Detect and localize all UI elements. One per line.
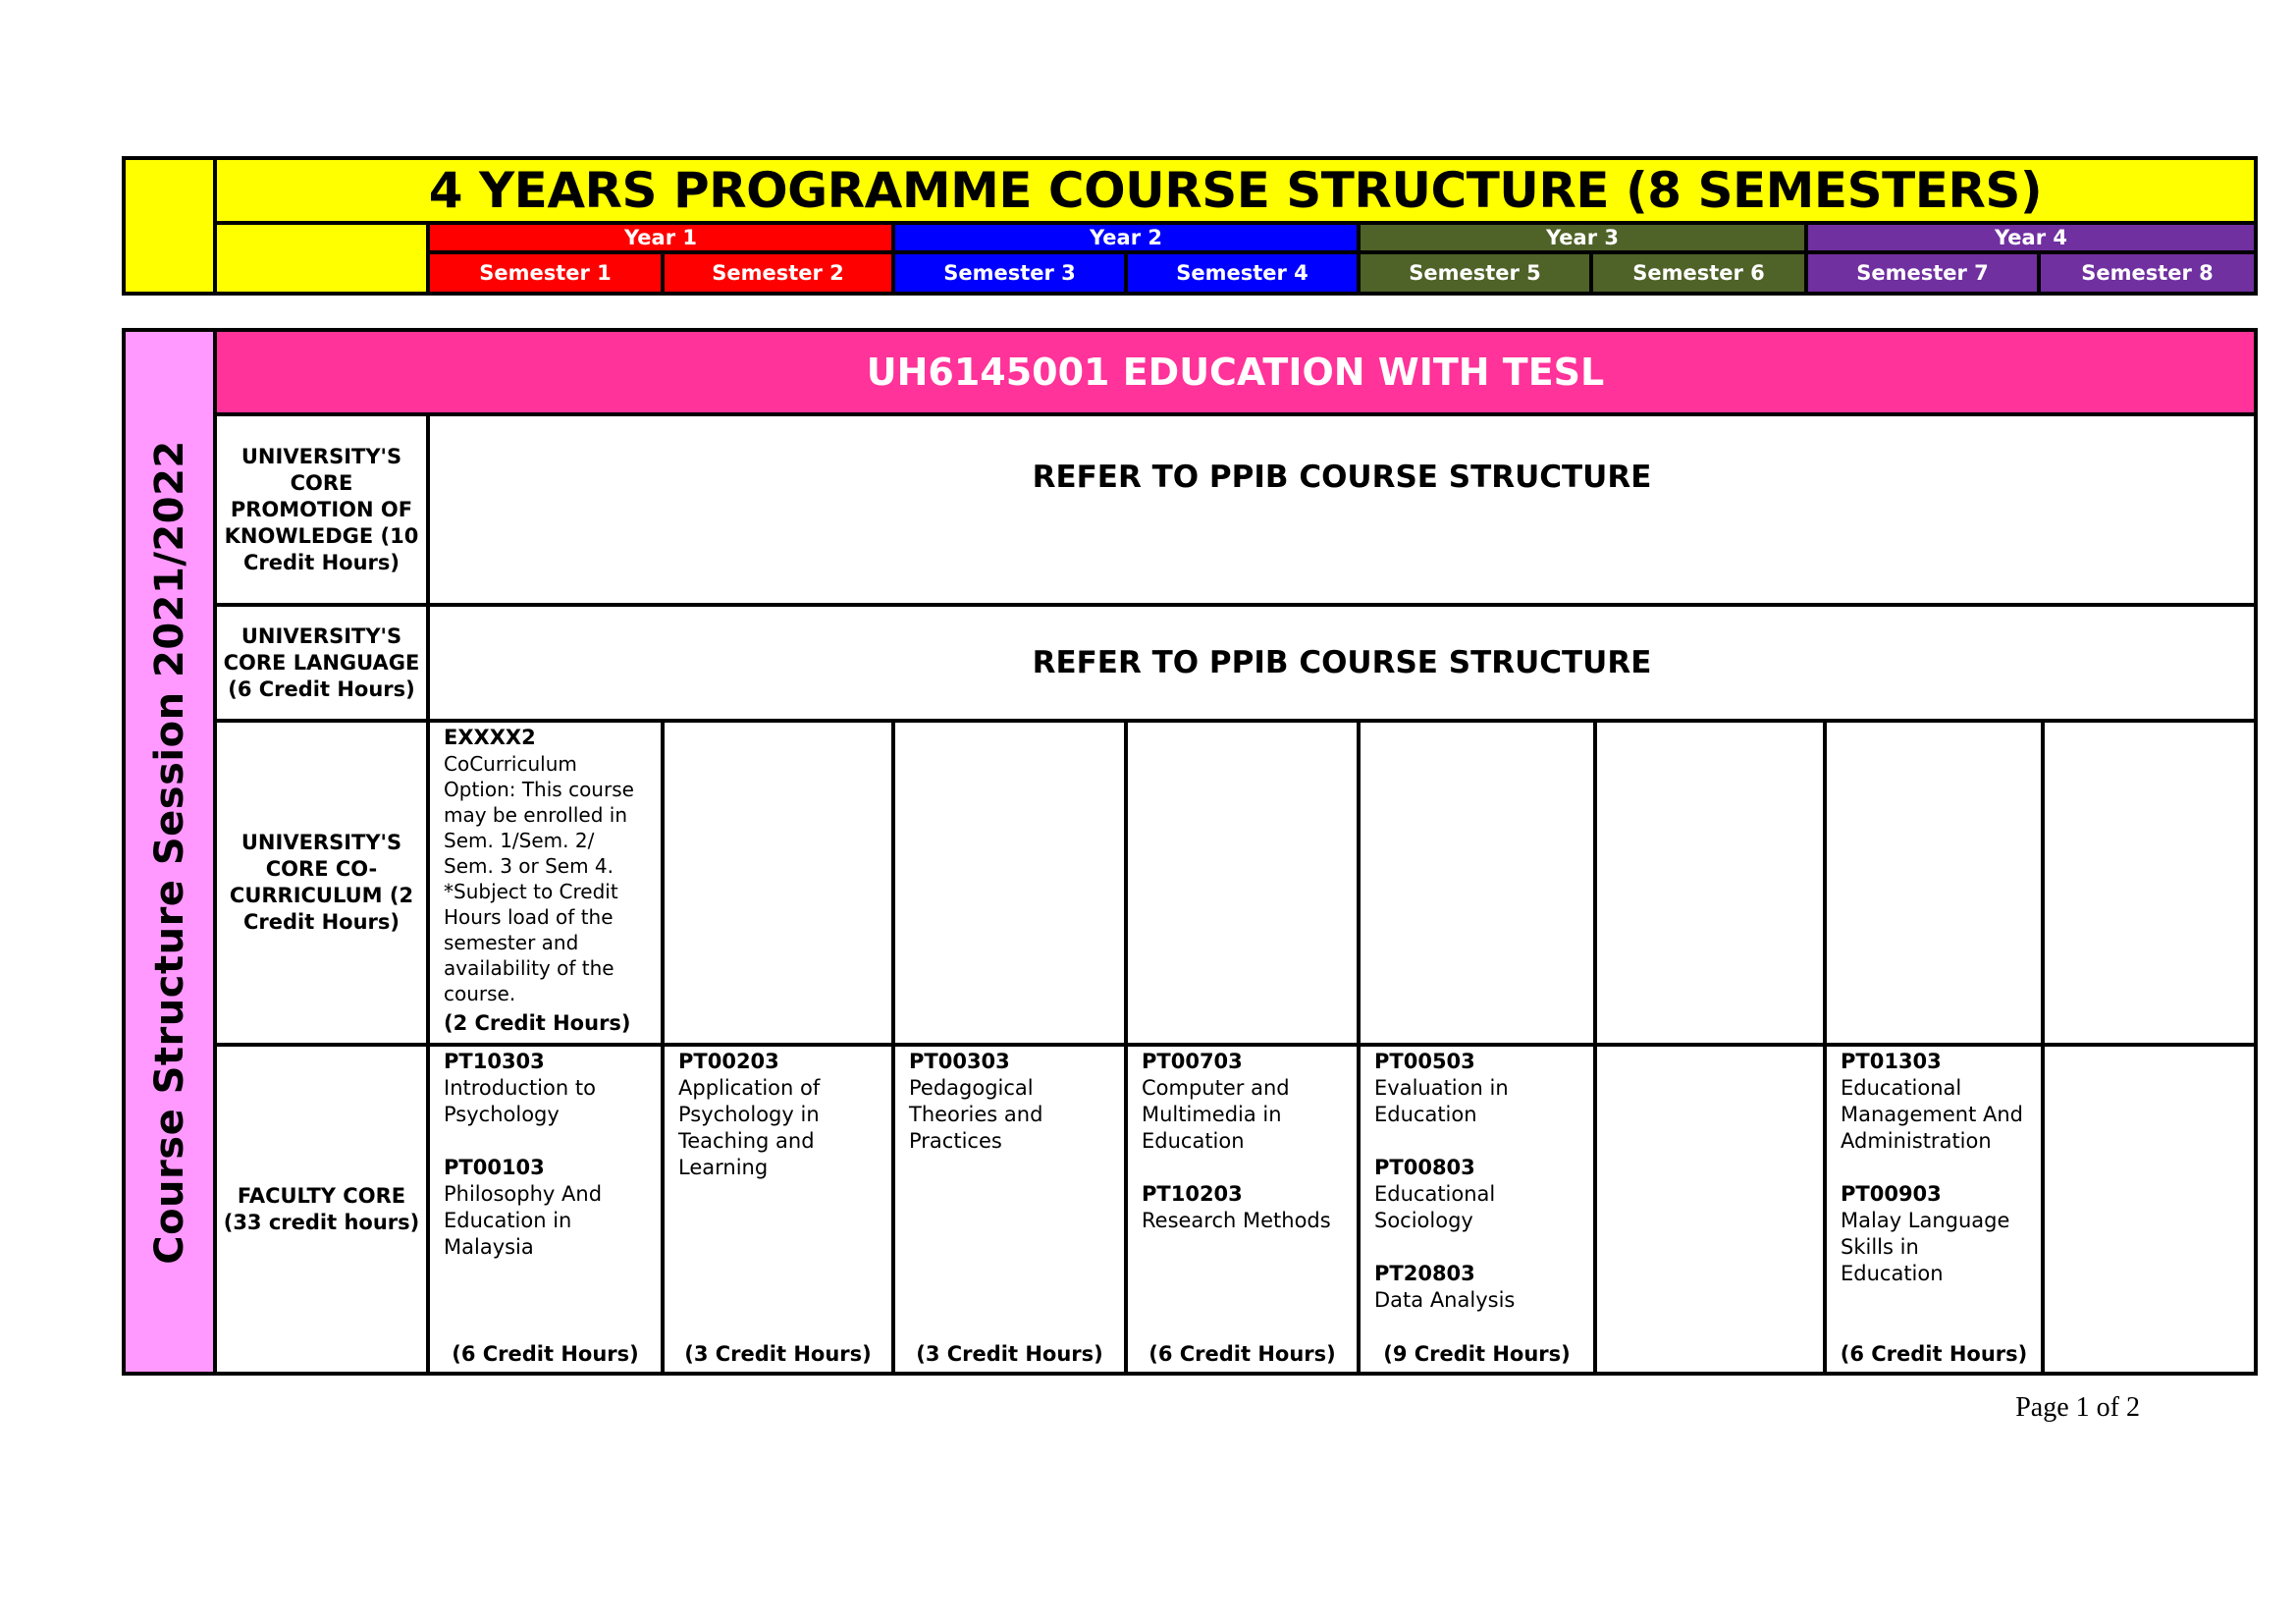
page-current: 1 <box>2075 1392 2090 1423</box>
semester-6-header: Semester 6 <box>1589 250 1808 296</box>
semester-8-header: Semester 8 <box>2037 250 2258 296</box>
course-code: PT00703 <box>1142 1050 1243 1073</box>
cocurriculum-sem6-cell <box>1593 719 1827 1047</box>
credit-hours: (6 Credit Hours) <box>452 1342 639 1366</box>
credit-hours: (2 Credit Hours) <box>444 1011 631 1035</box>
page-prefix: Page <box>2015 1392 2076 1423</box>
row-label-language: UNIVERSITY'S CORE LANGUAGE (6 Credit Hours) <box>213 603 430 723</box>
course-name: Philosophy And Education in Malaysia <box>444 1182 603 1259</box>
faculty-sem3-cell <box>891 1043 1128 1376</box>
faculty-sem8-cell <box>2041 1043 2258 1376</box>
course-name: Research Methods <box>1142 1209 1331 1232</box>
semester-7-header: Semester 7 <box>1804 250 2041 296</box>
course-code: EXXXX2 <box>444 726 536 749</box>
row-label-faculty-core: FACULTY CORE (33 credit hours) <box>213 1043 430 1376</box>
session-label-text: Course Structure Session 2021/2022 <box>146 439 192 1265</box>
faculty-sem4-cell <box>1124 1043 1361 1376</box>
refer-ppib-language: REFER TO PPIB COURSE STRUCTURE <box>426 603 2258 723</box>
semester-4-header: Semester 4 <box>1124 250 1361 296</box>
programme-title: UH6145001 EDUCATION WITH TESL <box>213 328 2258 416</box>
course-name: Introduction to Psychology <box>444 1076 596 1126</box>
cocurriculum-sem3-cell <box>891 719 1128 1047</box>
course-name: Evaluation in Education <box>1374 1076 1509 1126</box>
course-code: PT00203 <box>678 1050 779 1073</box>
row-label-cocurriculum: UNIVERSITY'S CORE CO-CURRICULUM (2 Credit Hours) <box>213 719 430 1047</box>
course-name: Educational Management And Administration <box>1841 1076 2024 1153</box>
page-number <box>1944 1392 2140 1424</box>
cocurriculum-sem5-cell <box>1357 719 1597 1047</box>
cocurriculum-sem8-cell <box>2041 719 2258 1047</box>
course-code: PT00903 <box>1841 1182 1942 1206</box>
semester-2-header: Semester 2 <box>661 250 895 296</box>
course-name: Data Analysis <box>1374 1288 1516 1312</box>
cocurriculum-sem7-cell <box>1823 719 2045 1047</box>
course-name: Application of Psychology in Teaching and Learning <box>678 1076 821 1179</box>
course-code: PT10203 <box>1142 1182 1243 1206</box>
course-code: PT00103 <box>444 1156 545 1179</box>
year-1-header: Year 1 <box>426 221 895 254</box>
semester-5-header: Semester 5 <box>1357 250 1593 296</box>
year-4-header: Year 4 <box>1804 221 2258 254</box>
semester-3-header: Semester 3 <box>891 250 1128 296</box>
course-name: Educational Sociology <box>1374 1182 1496 1232</box>
credit-hours: (9 Credit Hours) <box>1383 1342 1571 1366</box>
page-title: 4 YEARS PROGRAMME COURSE STRUCTURE (8 SEMESTERS) <box>213 156 2258 225</box>
course-name: Computer and Multimedia in Education <box>1142 1076 1290 1153</box>
course-code: PT20803 <box>1374 1262 1475 1285</box>
row-content-promotion <box>426 412 2258 607</box>
page-total: 2 <box>2126 1392 2140 1423</box>
course-code: PT01303 <box>1841 1050 1942 1073</box>
faculty-sem7-cell <box>1823 1043 2045 1376</box>
faculty-sem2-cell <box>661 1043 895 1376</box>
faculty-sem5-cell <box>1357 1043 1597 1376</box>
cocurriculum-sem4-cell <box>1124 719 1361 1047</box>
course-code: PT00803 <box>1374 1156 1475 1179</box>
year-2-header: Year 2 <box>891 221 1361 254</box>
year-3-header: Year 3 <box>1357 221 1808 254</box>
course-code: PT10303 <box>444 1050 545 1073</box>
header-spacer <box>213 221 430 296</box>
course-name: Pedagogical Theories and Practices <box>909 1076 1043 1153</box>
credit-hours: (3 Credit Hours) <box>916 1342 1103 1366</box>
semester-1-header: Semester 1 <box>426 250 665 296</box>
header-corner <box>122 156 217 296</box>
refer-ppib-promotion: REFER TO PPIB COURSE STRUCTURE <box>1032 460 1652 495</box>
course-name: Malay Language Skills in Education <box>1841 1209 2010 1285</box>
faculty-sem6-cell <box>1593 1043 1827 1376</box>
credit-hours: (6 Credit Hours) <box>1148 1342 1336 1366</box>
page-of: of <box>2089 1392 2126 1423</box>
faculty-sem1-cell <box>426 1043 665 1376</box>
course-code: PT00503 <box>1374 1050 1475 1073</box>
cocurriculum-sem2-cell <box>661 719 895 1047</box>
course-code: PT00303 <box>909 1050 1010 1073</box>
credit-hours: (6 Credit Hours) <box>1840 1342 2028 1366</box>
course-description: CoCurriculum Option: This course may be enrolled in Sem. 1/Sem. 2/ Sem. 3 or Sem 4. *Subject to Credit Hours load of the semester and availability of the course. <box>444 752 634 1005</box>
cocurriculum-sem1-cell <box>426 719 665 1047</box>
row-label-promotion: UNIVERSITY'S CORE PROMOTION OF KNOWLEDGE (10 Credit Hours) <box>213 412 430 607</box>
session-side-label <box>122 328 217 1376</box>
credit-hours: (3 Credit Hours) <box>684 1342 872 1366</box>
